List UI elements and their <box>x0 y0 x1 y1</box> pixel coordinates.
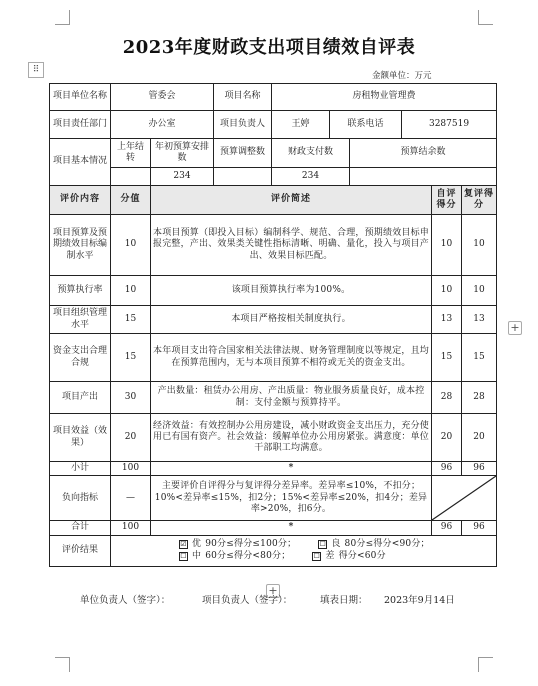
phone-label: 联系电话 <box>330 111 402 139</box>
table-row <box>50 382 497 414</box>
option-range: 得分<60分 <box>338 550 386 561</box>
diagonal-line <box>432 476 496 520</box>
paid-value[interactable]: 234 <box>272 168 350 186</box>
dept-value[interactable]: 办公室 <box>111 111 214 139</box>
page-corner-mark <box>55 657 70 672</box>
project-name-value[interactable]: 房租物业管理费 <box>272 84 497 111</box>
project-head-signature-label: 项目负责人（签字）： <box>202 595 293 606</box>
row-score: 30 <box>111 382 151 414</box>
fill-date-label: 填表日期： <box>320 595 368 606</box>
row-brief[interactable]: 本项目预算（即投入目标）编制科学、规范、合理，预期绩效目标申报完整，产出、效果类关键性指标清晰、明确、量化，投入与项目产出、效果目标匹配。 <box>151 215 432 276</box>
result-options <box>111 535 497 566</box>
table-row <box>50 414 497 462</box>
row-item: 项目产出 <box>50 382 111 414</box>
leader-label: 项目负责人 <box>214 111 272 139</box>
paid-header: 财政支付数 <box>272 139 350 168</box>
score-header: 分值 <box>111 186 151 215</box>
subtotal-brief: * <box>151 462 432 476</box>
row-recheck-score[interactable]: 13 <box>462 306 497 334</box>
row-brief[interactable]: 产出数量：租赁办公用房、产出质量：物业服务质量良好，成本控制：支付金额与预算持平。 <box>151 382 432 414</box>
subtotal-self-score[interactable]: 96 <box>432 462 462 476</box>
total-score: 100 <box>111 521 151 535</box>
content-header: 评价内容 <box>50 186 111 215</box>
option-name: 中 <box>192 550 202 561</box>
self-score-header: 自评得分 <box>432 186 462 215</box>
total-self-score[interactable]: 96 <box>432 521 462 535</box>
table-row <box>50 306 497 334</box>
option-range: 80分≤得分<90分； <box>344 539 430 550</box>
page-corner-mark <box>478 10 493 25</box>
total-label: 合计 <box>50 521 111 535</box>
project-name-label: 项目名称 <box>214 84 272 111</box>
option-name: 差 <box>325 550 335 561</box>
negative-indicator-row <box>50 476 497 521</box>
row-brief[interactable]: 本项目严格按相关制度执行。 <box>151 306 432 334</box>
row-self-score[interactable]: 20 <box>432 414 462 462</box>
recheck-score-header: 复评得分 <box>462 186 497 215</box>
row-item: 项目预算及预期绩效目标编制水平 <box>50 215 111 276</box>
row-brief[interactable]: 本年项目支出符合国家相关法律法规、财务管理制度以等规定，且均在预算范围内，无与本项目预算不相符或无关的资金支出。 <box>151 334 432 382</box>
leader-value[interactable]: 王婷 <box>272 111 330 139</box>
table-row <box>50 276 497 306</box>
basic-info-label: 项目基本情况 <box>50 139 111 186</box>
adjust-value[interactable] <box>214 168 272 186</box>
negative-diagonal-cell <box>432 476 497 521</box>
subtotal-label: 小计 <box>50 462 111 476</box>
page-corner-mark <box>55 10 70 25</box>
total-row <box>50 521 497 535</box>
row-score: 10 <box>111 276 151 306</box>
evaluation-table <box>49 83 497 567</box>
page-corner-mark <box>478 657 493 672</box>
brief-header: 评价简述 <box>151 186 432 215</box>
row-score: 10 <box>111 215 151 276</box>
unit-head-signature-label: 单位负责人（签字）： <box>80 595 171 606</box>
row-score: 15 <box>111 334 151 382</box>
unit-name-value[interactable]: 管委会 <box>111 84 214 111</box>
carryover-header: 上年结转 <box>111 139 151 168</box>
add-row-icon[interactable]: + <box>266 584 280 598</box>
row-recheck-score[interactable]: 28 <box>462 382 497 414</box>
total-recheck-score[interactable]: 96 <box>462 521 497 535</box>
subtotal-row <box>50 462 497 476</box>
negative-score: — <box>111 476 151 521</box>
balance-value[interactable] <box>350 168 497 186</box>
row-recheck-score[interactable]: 20 <box>462 414 497 462</box>
checkbox-unchecked-icon[interactable]: ☐ <box>180 551 187 560</box>
row-score: 15 <box>111 306 151 334</box>
result-row <box>50 535 497 566</box>
row-self-score[interactable]: 28 <box>432 382 462 414</box>
row-recheck-score[interactable]: 15 <box>462 334 497 382</box>
row-item: 预算执行率 <box>50 276 111 306</box>
row-brief[interactable]: 经济效益：有效控制办公用房建设，减小财政资金支出压力，充分使用已有国有资产。社会效益：缓解单位办公用房紧张。满意度：单位干部职工均满意。 <box>151 414 432 462</box>
subtotal-recheck-score[interactable]: 96 <box>462 462 497 476</box>
row-self-score[interactable]: 10 <box>432 276 462 306</box>
row-self-score[interactable]: 15 <box>432 334 462 382</box>
row-item: 项目效益（效果） <box>50 414 111 462</box>
unit-name-label: 项目单位名称 <box>50 84 111 111</box>
row-self-score[interactable]: 13 <box>432 306 462 334</box>
row-item: 项目组织管理水平 <box>50 306 111 334</box>
fill-date-value: 2023年9月14日 <box>384 595 455 606</box>
table-row <box>50 215 497 276</box>
page-title: 2023年度财政支出项目绩效自评表 <box>122 37 416 58</box>
row-self-score[interactable]: 10 <box>432 215 462 276</box>
option-range: 90分≤得分≤100分； <box>205 539 297 550</box>
subtotal-score: 100 <box>111 462 151 476</box>
budget-value[interactable]: 234 <box>151 168 214 186</box>
total-brief: * <box>151 521 432 535</box>
amount-unit: 金额单位：万元 <box>372 71 432 81</box>
add-column-icon[interactable]: + <box>508 321 522 335</box>
table-row <box>50 334 497 382</box>
checkbox-unchecked-icon[interactable]: ☐ <box>319 540 327 549</box>
option-name: 优 <box>192 539 202 550</box>
carryover-value[interactable] <box>111 168 151 186</box>
checkbox-checked-icon[interactable]: ☑ <box>180 540 187 549</box>
option-name: 良 <box>331 539 341 550</box>
row-item: 资金支出合理合规 <box>50 334 111 382</box>
table-move-handle-icon[interactable]: ⠿ <box>28 62 44 78</box>
negative-brief[interactable]: 主要评价自评得分与复评得分差异率。差异率≤10%，不扣分；10%<差异率≤15%，扣2分；15%<差异率≤20%，扣4分；差异率>20%，扣6分。 <box>151 476 432 521</box>
row-recheck-score[interactable]: 10 <box>462 215 497 276</box>
phone-value[interactable]: 3287519 <box>402 111 497 139</box>
budget-header: 年初预算安排数 <box>151 139 214 168</box>
dept-label: 项目责任部门 <box>50 111 111 139</box>
row-brief[interactable]: 该项目预算执行率为100%。 <box>151 276 432 306</box>
negative-label: 负向指标 <box>50 476 111 521</box>
row-recheck-score[interactable]: 10 <box>462 276 497 306</box>
row-score: 20 <box>111 414 151 462</box>
adjust-header: 预算调整数 <box>214 139 272 168</box>
result-label: 评价结果 <box>50 535 111 566</box>
checkbox-unchecked-icon[interactable]: ☐ <box>313 551 321 560</box>
balance-header: 预算结余数 <box>350 139 497 168</box>
option-range: 60分≤得分<80分； <box>205 550 291 561</box>
